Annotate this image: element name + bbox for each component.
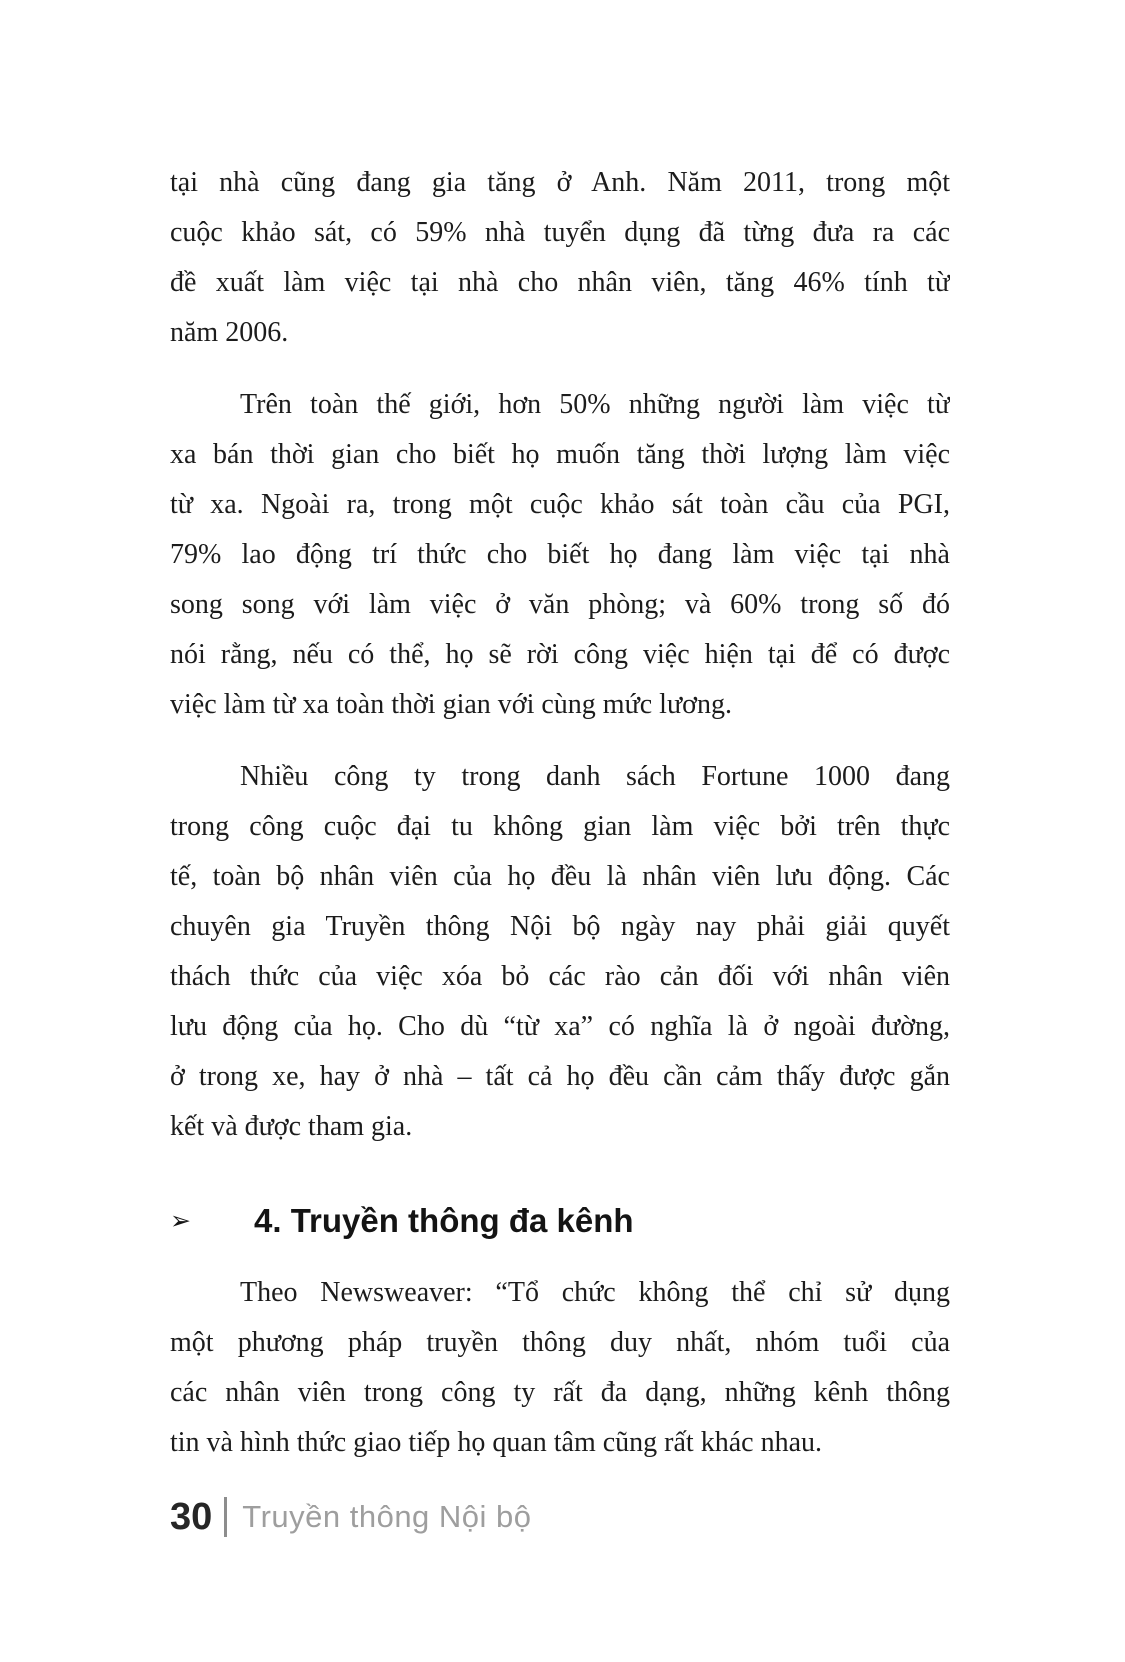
text-line: lưu động của họ. Cho dù “từ xa” có nghĩa là ở ngoài đường,	[170, 1011, 950, 1042]
text-line: việc làm từ xa toàn thời gian với cùng mức lương.	[170, 689, 732, 720]
paragraph	[170, 752, 950, 1152]
text-line: đề xuất làm việc tại nhà cho nhân viên, tăng 46% tính từ	[170, 267, 950, 298]
text-line: tin và hình thức giao tiếp họ quan tâm cũng rất khác nhau.	[170, 1427, 822, 1458]
page-content	[170, 158, 950, 1490]
text-line: kết và được tham gia.	[170, 1111, 413, 1142]
text-line: thách thức của việc xóa bỏ các rào cản đối với nhân viên	[170, 961, 950, 992]
section-heading-text: 4. Truyền thông đa kênh	[254, 1202, 634, 1239]
body-text-before-heading	[170, 158, 950, 1152]
text-line: từ xa. Ngoài ra, trong một cuộc khảo sát toàn cầu của PGI,	[170, 489, 950, 520]
text-line: Nhiều công ty trong danh sách Fortune 1000 đang	[240, 761, 950, 792]
text-line: ở trong xe, hay ở nhà – tất cả họ đều cần cảm thấy được gắn	[170, 1061, 950, 1092]
page-footer	[170, 1494, 532, 1540]
text-line: chuyên gia Truyền thông Nội bộ ngày nay phải giải quyết	[170, 911, 950, 942]
text-line: các nhân viên trong công ty rất đa dạng, những kênh thông	[170, 1377, 950, 1408]
paragraph	[170, 380, 950, 730]
text-line: trong công cuộc đại tu không gian làm việc bởi trên thực	[170, 811, 950, 842]
section-heading	[170, 1196, 950, 1246]
text-line: tại nhà cũng đang gia tăng ở Anh. Năm 2011, trong một	[170, 167, 950, 198]
arrow-bullet-icon: ➢	[170, 1206, 191, 1235]
book-title: Truyền thông Nội bộ	[242, 1499, 532, 1534]
body-text-after-heading	[170, 1268, 950, 1468]
text-line: xa bán thời gian cho biết họ muốn tăng thời lượng làm việc	[170, 439, 950, 470]
page-number: 30	[170, 1496, 213, 1538]
text-line: Trên toàn thế giới, hơn 50% những người làm việc từ	[240, 389, 950, 420]
text-line: năm 2006.	[170, 317, 289, 348]
text-line: tế, toàn bộ nhân viên của họ đều là nhân viên lưu động. Các	[170, 861, 950, 892]
text-line: một phương pháp truyền thông duy nhất, nhóm tuổi của	[170, 1327, 950, 1358]
footer-divider	[224, 1497, 227, 1537]
paragraph	[170, 1268, 950, 1468]
text-line: cuộc khảo sát, có 59% nhà tuyển dụng đã từng đưa ra các	[170, 217, 950, 248]
paragraph	[170, 158, 950, 358]
text-line: song song với làm việc ở văn phòng; và 60% trong số đó	[170, 589, 950, 620]
text-line: 79% lao động trí thức cho biết họ đang làm việc tại nhà	[170, 539, 950, 570]
text-line: Theo Newsweaver: “Tổ chức không thể chỉ sử dụng	[240, 1277, 950, 1308]
text-line: nói rằng, nếu có thể, họ sẽ rời công việc hiện tại để có được	[170, 639, 950, 670]
